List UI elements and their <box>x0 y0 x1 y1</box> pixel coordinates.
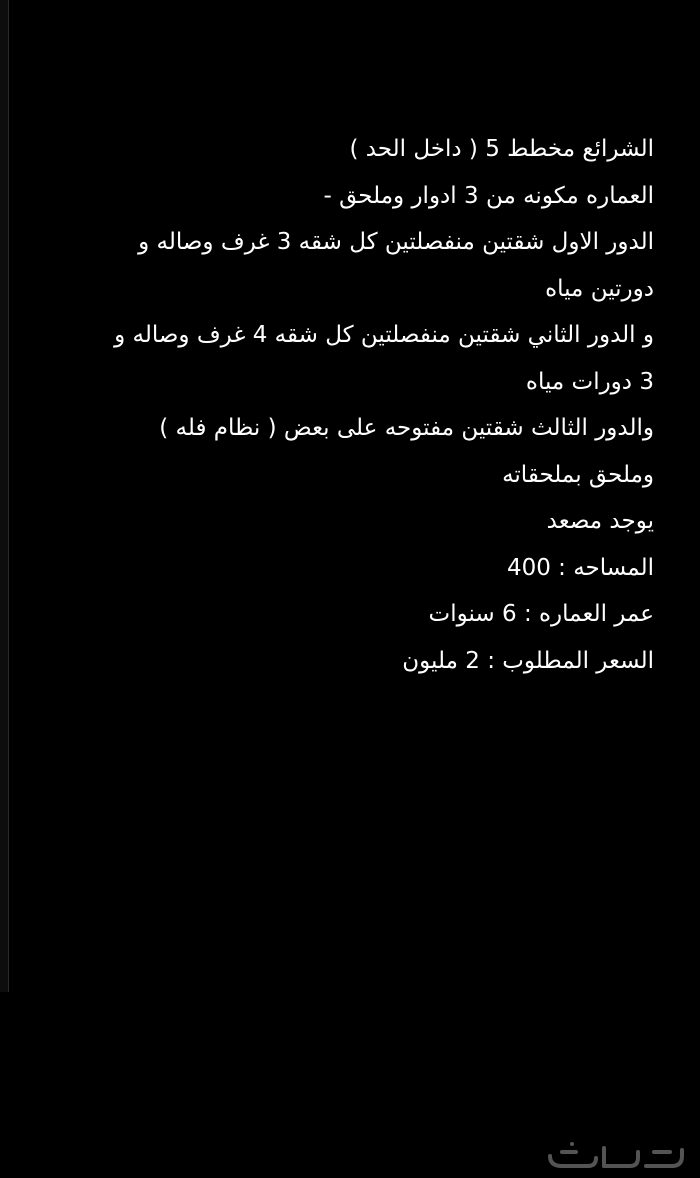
haraj-watermark-logo <box>542 1138 692 1172</box>
note-line-second-floor: و الدور الثاني شقتين منفصلتين كل شقه 4 غرف وصاله و <box>114 322 654 348</box>
note-line-location: الشرائع مخطط 5 ( داخل الحد ) <box>349 136 654 162</box>
note-line-age: عمر العماره : 6 سنوات <box>428 601 654 627</box>
note-line-floors: العماره مكونه من 3 ادوار وملحق - <box>323 182 654 209</box>
note-line-third-floor: والدور الثالث شقتين مفتوحه على بعض ( نظام فله ) <box>159 415 654 441</box>
note-line-second-floor-cont: 3 دورات مياه <box>525 368 654 395</box>
left-edge-border <box>0 0 9 992</box>
note-line-price: السعر المطلوب : 2 مليون <box>402 647 654 674</box>
note-line-first-floor-cont: دورتين مياه <box>545 275 654 302</box>
note-line-elevator: يوجد مصعد <box>546 508 654 534</box>
note-line-area: المساحه : 400 <box>506 554 654 581</box>
note-line-annex: وملحق بملحقاته <box>502 461 654 488</box>
note-text-body <box>40 126 654 684</box>
note-line-first-floor: الدور الاول شقتين منفصلتين كل شقه 3 غرف وصاله و <box>138 229 654 255</box>
